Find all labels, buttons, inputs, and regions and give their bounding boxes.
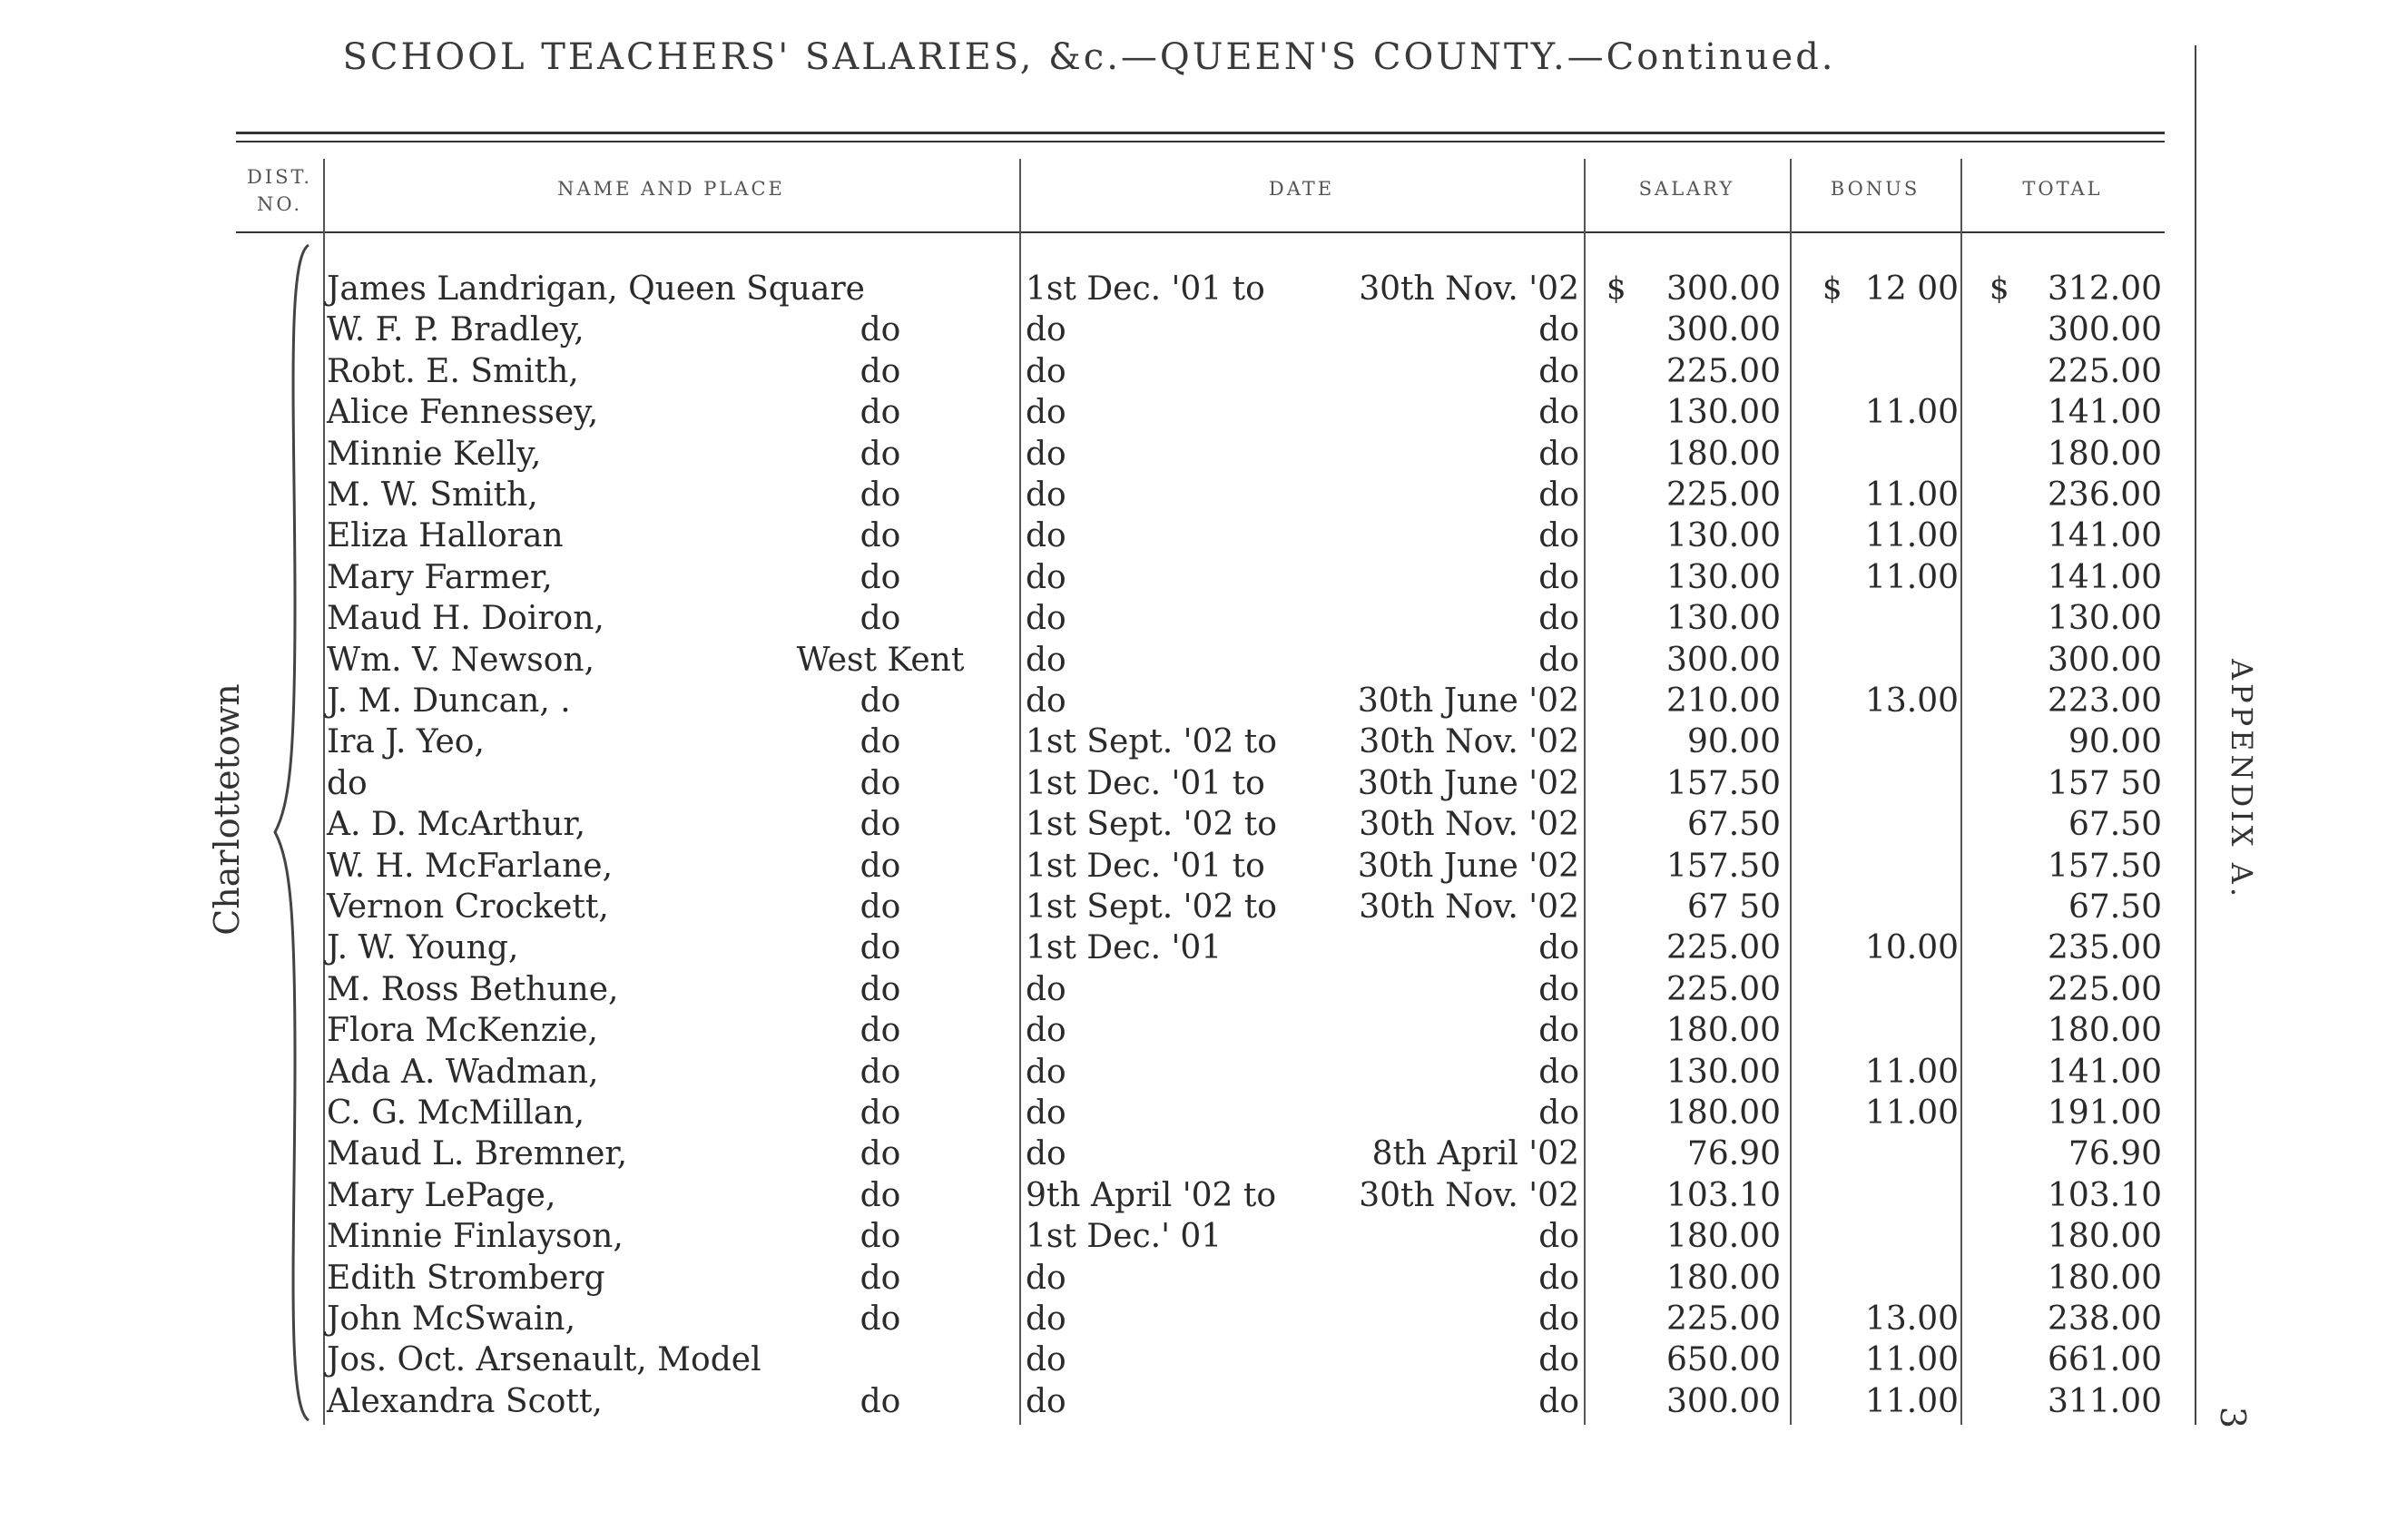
date-from: do (1026, 1053, 1066, 1091)
date-from: do (1026, 311, 1066, 349)
salary-value: 130.00 (1666, 394, 1781, 432)
date-to: do (1538, 1053, 1579, 1091)
bonus-value: 13.00 (1864, 1300, 1959, 1338)
bonus-value: 12 00 (1864, 270, 1959, 308)
teacher-place: do (860, 1053, 901, 1091)
teacher-place: do (860, 1176, 901, 1214)
teacher-name: Eliza Halloran (327, 517, 564, 555)
table-row (0, 721, 2178, 762)
header-date: DATE (1268, 178, 1335, 200)
date-from: 1st Dec. '01 (1026, 929, 1223, 967)
date-from: do (1026, 1012, 1066, 1050)
total-value: 180.00 (2048, 1012, 2162, 1050)
total-value: 141.00 (2048, 394, 2162, 432)
teacher-place: do (860, 682, 901, 720)
bonus-value: 11.00 (1864, 1053, 1959, 1091)
date-to: 30th Nov. '02 (1359, 1176, 1579, 1214)
date-from: do (1026, 517, 1066, 555)
salary-value: 210.00 (1666, 682, 1781, 720)
total-value: 223.00 (2048, 682, 2162, 720)
district-label: Charlottetown (207, 683, 247, 936)
date-to: do (1538, 1300, 1579, 1338)
header-name-place: NAME AND PLACE (557, 178, 785, 200)
salary-value: 180.00 (1666, 1218, 1781, 1256)
total-value: 67.50 (2068, 806, 2162, 844)
total-value: 180.00 (2048, 1218, 2162, 1256)
salary-value: 76.90 (1686, 1135, 1781, 1173)
date-to: do (1538, 970, 1579, 1008)
table-row (0, 1216, 2178, 1257)
bonus-value: 11.00 (1864, 517, 1959, 555)
table-row (0, 475, 2178, 515)
table-row (0, 392, 2178, 433)
total-value: 235.00 (2048, 929, 2162, 967)
teacher-name: J. M. Duncan, . (327, 682, 571, 720)
salary-value: 180.00 (1666, 435, 1781, 473)
teacher-place: do (860, 847, 901, 885)
date-from: do (1026, 558, 1066, 596)
table-row (0, 804, 2178, 845)
teacher-name: J. W. Young, (327, 929, 519, 967)
total-value: 311.00 (2048, 1382, 2162, 1420)
salary-value: 157.50 (1666, 847, 1781, 885)
salary-value: 180.00 (1666, 1259, 1781, 1297)
total-value: 90.00 (2068, 723, 2162, 761)
header-dist-no: DIST. NO. (246, 166, 313, 215)
date-to: 30th Nov. '02 (1359, 270, 1579, 308)
total-value: 225.00 (2048, 352, 2162, 390)
appendix-label: APPENDIX A. (2225, 658, 2259, 901)
date-from: do (1026, 600, 1066, 638)
date-from: do (1026, 435, 1066, 473)
date-from: do (1026, 1135, 1066, 1173)
table-row (0, 557, 2178, 598)
date-from: do (1026, 476, 1066, 514)
date-from: 1st Sept. '02 to (1026, 888, 1277, 926)
table-row (0, 763, 2178, 804)
total-value: 141.00 (2048, 1053, 2162, 1091)
table-row (0, 1258, 2178, 1299)
date-to: 8th April '02 (1371, 1135, 1579, 1173)
date-to: do (1538, 1259, 1579, 1297)
teacher-place: do (860, 558, 901, 596)
total-value: 141.00 (2048, 517, 2162, 555)
salary-value: 300.00 (1666, 641, 1781, 679)
bonus-value: 10.00 (1864, 929, 1959, 967)
table-row (0, 846, 2178, 887)
teacher-name: Mary Farmer, (327, 558, 553, 596)
date-to: do (1538, 517, 1579, 555)
date-from: 1st Sept. '02 to (1026, 723, 1277, 761)
teacher-place: do (860, 1012, 901, 1050)
teacher-place: do (860, 311, 901, 349)
teacher-place: do (860, 1300, 901, 1338)
date-to: do (1538, 394, 1579, 432)
total-value: 661.00 (2048, 1341, 2162, 1379)
teacher-place: do (860, 970, 901, 1008)
teacher-place: do (860, 1135, 901, 1173)
table-row (0, 1175, 2178, 1216)
teacher-name: Mary LePage, (327, 1176, 556, 1214)
teacher-place: do (860, 1259, 901, 1297)
table-row (0, 681, 2178, 721)
teacher-name: Ada A. Wadman, (327, 1053, 599, 1091)
date-from: do (1026, 394, 1066, 432)
date-from: 9th April '02 to (1026, 1176, 1277, 1214)
teacher-name: James Landrigan, Queen Square (327, 270, 865, 308)
date-from: do (1026, 1341, 1066, 1379)
salary-value: 225.00 (1666, 352, 1781, 390)
table-row (0, 1339, 2178, 1380)
date-to: do (1538, 929, 1579, 967)
salary-value: 130.00 (1666, 558, 1781, 596)
date-to: do (1538, 558, 1579, 596)
total-value: 130.00 (2048, 600, 2162, 638)
salary-value: 300.00 (1666, 1382, 1781, 1420)
teacher-name: W. H. McFarlane, (327, 847, 614, 885)
salary-value: 67 50 (1686, 888, 1781, 926)
teacher-name: do (327, 764, 368, 802)
table-row (0, 351, 2178, 392)
salary-value: 300.00 (1666, 311, 1781, 349)
total-value: 157.50 (2048, 847, 2162, 885)
teacher-place: do (860, 600, 901, 638)
date-to: do (1538, 476, 1579, 514)
table-row (0, 887, 2178, 927)
teacher-name: Flora McKenzie, (327, 1012, 598, 1050)
date-from: do (1026, 682, 1066, 720)
table-row (0, 1133, 2178, 1174)
salary-value: 180.00 (1666, 1094, 1781, 1132)
teacher-name: Vernon Crockett, (327, 888, 609, 926)
teacher-name: Ira J. Yeo, (327, 723, 485, 761)
teacher-place: West Kent (796, 641, 965, 679)
salary-value: 130.00 (1666, 517, 1781, 555)
salary-value: 650.00 (1666, 1341, 1781, 1379)
table-row (0, 309, 2178, 350)
table-row (0, 598, 2178, 639)
salary-value: 130.00 (1666, 1053, 1781, 1091)
header-total: TOTAL (2022, 178, 2103, 200)
date-from: 1st Dec. '01 to (1026, 764, 1265, 802)
salary-value: 225.00 (1666, 929, 1781, 967)
page-title: SCHOOL TEACHERS' SALARIES, &c.—QUEEN'S COUNTY.—Continued. (342, 36, 1836, 78)
teacher-place: do (860, 888, 901, 926)
total-value: 312.00 (2048, 270, 2162, 308)
salary-value: 225.00 (1666, 970, 1781, 1008)
date-to: 30th June '02 (1357, 682, 1579, 720)
date-to: do (1538, 435, 1579, 473)
teacher-name: Jos. Oct. Arsenault, Model (327, 1341, 761, 1379)
top-rule (236, 132, 2165, 134)
total-value: 236.00 (2048, 476, 2162, 514)
bonus-value: 11.00 (1864, 476, 1959, 514)
date-from: 1st Dec.' 01 (1026, 1218, 1223, 1256)
date-from: 1st Sept. '02 to (1026, 806, 1277, 844)
teacher-place: do (860, 352, 901, 390)
teacher-place: do (860, 1218, 901, 1256)
header-bonus: BONUS (1830, 178, 1921, 200)
teacher-name: Alexandra Scott, (327, 1382, 603, 1420)
teacher-name: C. G. McMillan, (327, 1094, 585, 1132)
date-from: do (1026, 1259, 1066, 1297)
date-to: do (1538, 641, 1579, 679)
table-row (0, 269, 2178, 309)
salary-value: 180.00 (1666, 1012, 1781, 1050)
teacher-name: M. W. Smith, (327, 476, 538, 514)
date-from: 1st Dec. '01 to (1026, 847, 1265, 885)
date-from: do (1026, 1300, 1066, 1338)
total-currency: $ (1989, 270, 2009, 307)
teacher-place: do (860, 394, 901, 432)
date-from: do (1026, 970, 1066, 1008)
total-value: 300.00 (2048, 641, 2162, 679)
date-to: do (1538, 1218, 1579, 1256)
salary-value: 90.00 (1686, 723, 1781, 761)
bonus-value: 11.00 (1864, 1341, 1959, 1379)
total-value: 180.00 (2048, 1259, 2162, 1297)
teacher-place: do (860, 806, 901, 844)
total-value: 67.50 (2068, 888, 2162, 926)
salary-value: 300.00 (1666, 270, 1781, 308)
teacher-place: do (860, 435, 901, 473)
teacher-name: John McSwain, (327, 1300, 576, 1338)
salary-value: 130.00 (1666, 600, 1781, 638)
teacher-place: do (860, 476, 901, 514)
table-row (0, 1052, 2178, 1093)
page-number: 3 (2213, 1406, 2254, 1429)
date-from: do (1026, 1382, 1066, 1420)
total-value: 103.10 (2048, 1176, 2162, 1214)
teacher-place: do (860, 1382, 901, 1420)
teacher-name: Robt. E. Smith, (327, 352, 579, 390)
date-to: do (1538, 1382, 1579, 1420)
bonus-value: 11.00 (1864, 558, 1959, 596)
header-salary: SALARY (1638, 178, 1735, 200)
total-value: 141.00 (2048, 558, 2162, 596)
teacher-name: Alice Fennessey, (327, 394, 599, 432)
teacher-name: W. F. P. Bradley, (327, 311, 585, 349)
table-row (0, 1299, 2178, 1339)
header-rule (236, 231, 2165, 233)
date-to: 30th June '02 (1357, 847, 1579, 885)
top-rule-thin (236, 141, 2165, 142)
date-to: do (1538, 600, 1579, 638)
salary-value: 67.50 (1686, 806, 1781, 844)
teacher-name: Maud L. Bremner, (327, 1135, 628, 1173)
table-row (0, 1093, 2178, 1133)
salary-value: 225.00 (1666, 476, 1781, 514)
date-to: do (1538, 1341, 1579, 1379)
table-row (0, 1010, 2178, 1051)
total-value: 238.00 (2048, 1300, 2162, 1338)
date-to: do (1538, 311, 1579, 349)
teacher-place: do (860, 1094, 901, 1132)
total-value: 180.00 (2048, 435, 2162, 473)
date-from: do (1026, 352, 1066, 390)
teacher-name: Minnie Kelly, (327, 435, 542, 473)
bonus-value: 11.00 (1864, 394, 1959, 432)
table-row (0, 434, 2178, 475)
total-value: 300.00 (2048, 311, 2162, 349)
teacher-name: M. Ross Bethune, (327, 970, 619, 1008)
salary-currency: $ (1606, 270, 1626, 307)
teacher-name: Maud H. Doiron, (327, 600, 604, 638)
date-to: do (1538, 352, 1579, 390)
total-value: 76.90 (2068, 1135, 2162, 1173)
table-row (0, 927, 2178, 968)
teacher-place: do (860, 723, 901, 761)
right-margin-line (2195, 45, 2196, 1425)
date-from: 1st Dec. '01 to (1026, 270, 1265, 308)
date-from: do (1026, 1094, 1066, 1132)
total-value: 191.00 (2048, 1094, 2162, 1132)
bonus-value: 11.00 (1864, 1094, 1959, 1132)
teacher-name: Wm. V. Newson, (327, 641, 595, 679)
teacher-place: do (860, 764, 901, 802)
bonus-value: 11.00 (1864, 1382, 1959, 1420)
teacher-place: do (860, 929, 901, 967)
salary-value: 225.00 (1666, 1300, 1781, 1338)
bonus-currency: $ (1822, 270, 1842, 307)
date-to: 30th Nov. '02 (1359, 723, 1579, 761)
teacher-place: do (860, 517, 901, 555)
teacher-name: A. D. McArthur, (327, 806, 586, 844)
date-to: do (1538, 1094, 1579, 1132)
table-row (0, 969, 2178, 1010)
date-to: do (1538, 1012, 1579, 1050)
date-to: 30th Nov. '02 (1359, 806, 1579, 844)
total-value: 157 50 (2048, 764, 2162, 802)
teacher-name: Minnie Finlayson, (327, 1218, 624, 1256)
total-value: 225.00 (2048, 970, 2162, 1008)
salary-value: 157.50 (1666, 764, 1781, 802)
date-to: 30th June '02 (1357, 764, 1579, 802)
table-row (0, 1381, 2178, 1422)
table-row (0, 515, 2178, 556)
salary-value: 103.10 (1666, 1176, 1781, 1214)
table-row (0, 640, 2178, 681)
date-to: 30th Nov. '02 (1359, 888, 1579, 926)
date-from: do (1026, 641, 1066, 679)
bonus-value: 13.00 (1864, 682, 1959, 720)
teacher-name: Edith Stromberg (327, 1259, 605, 1297)
